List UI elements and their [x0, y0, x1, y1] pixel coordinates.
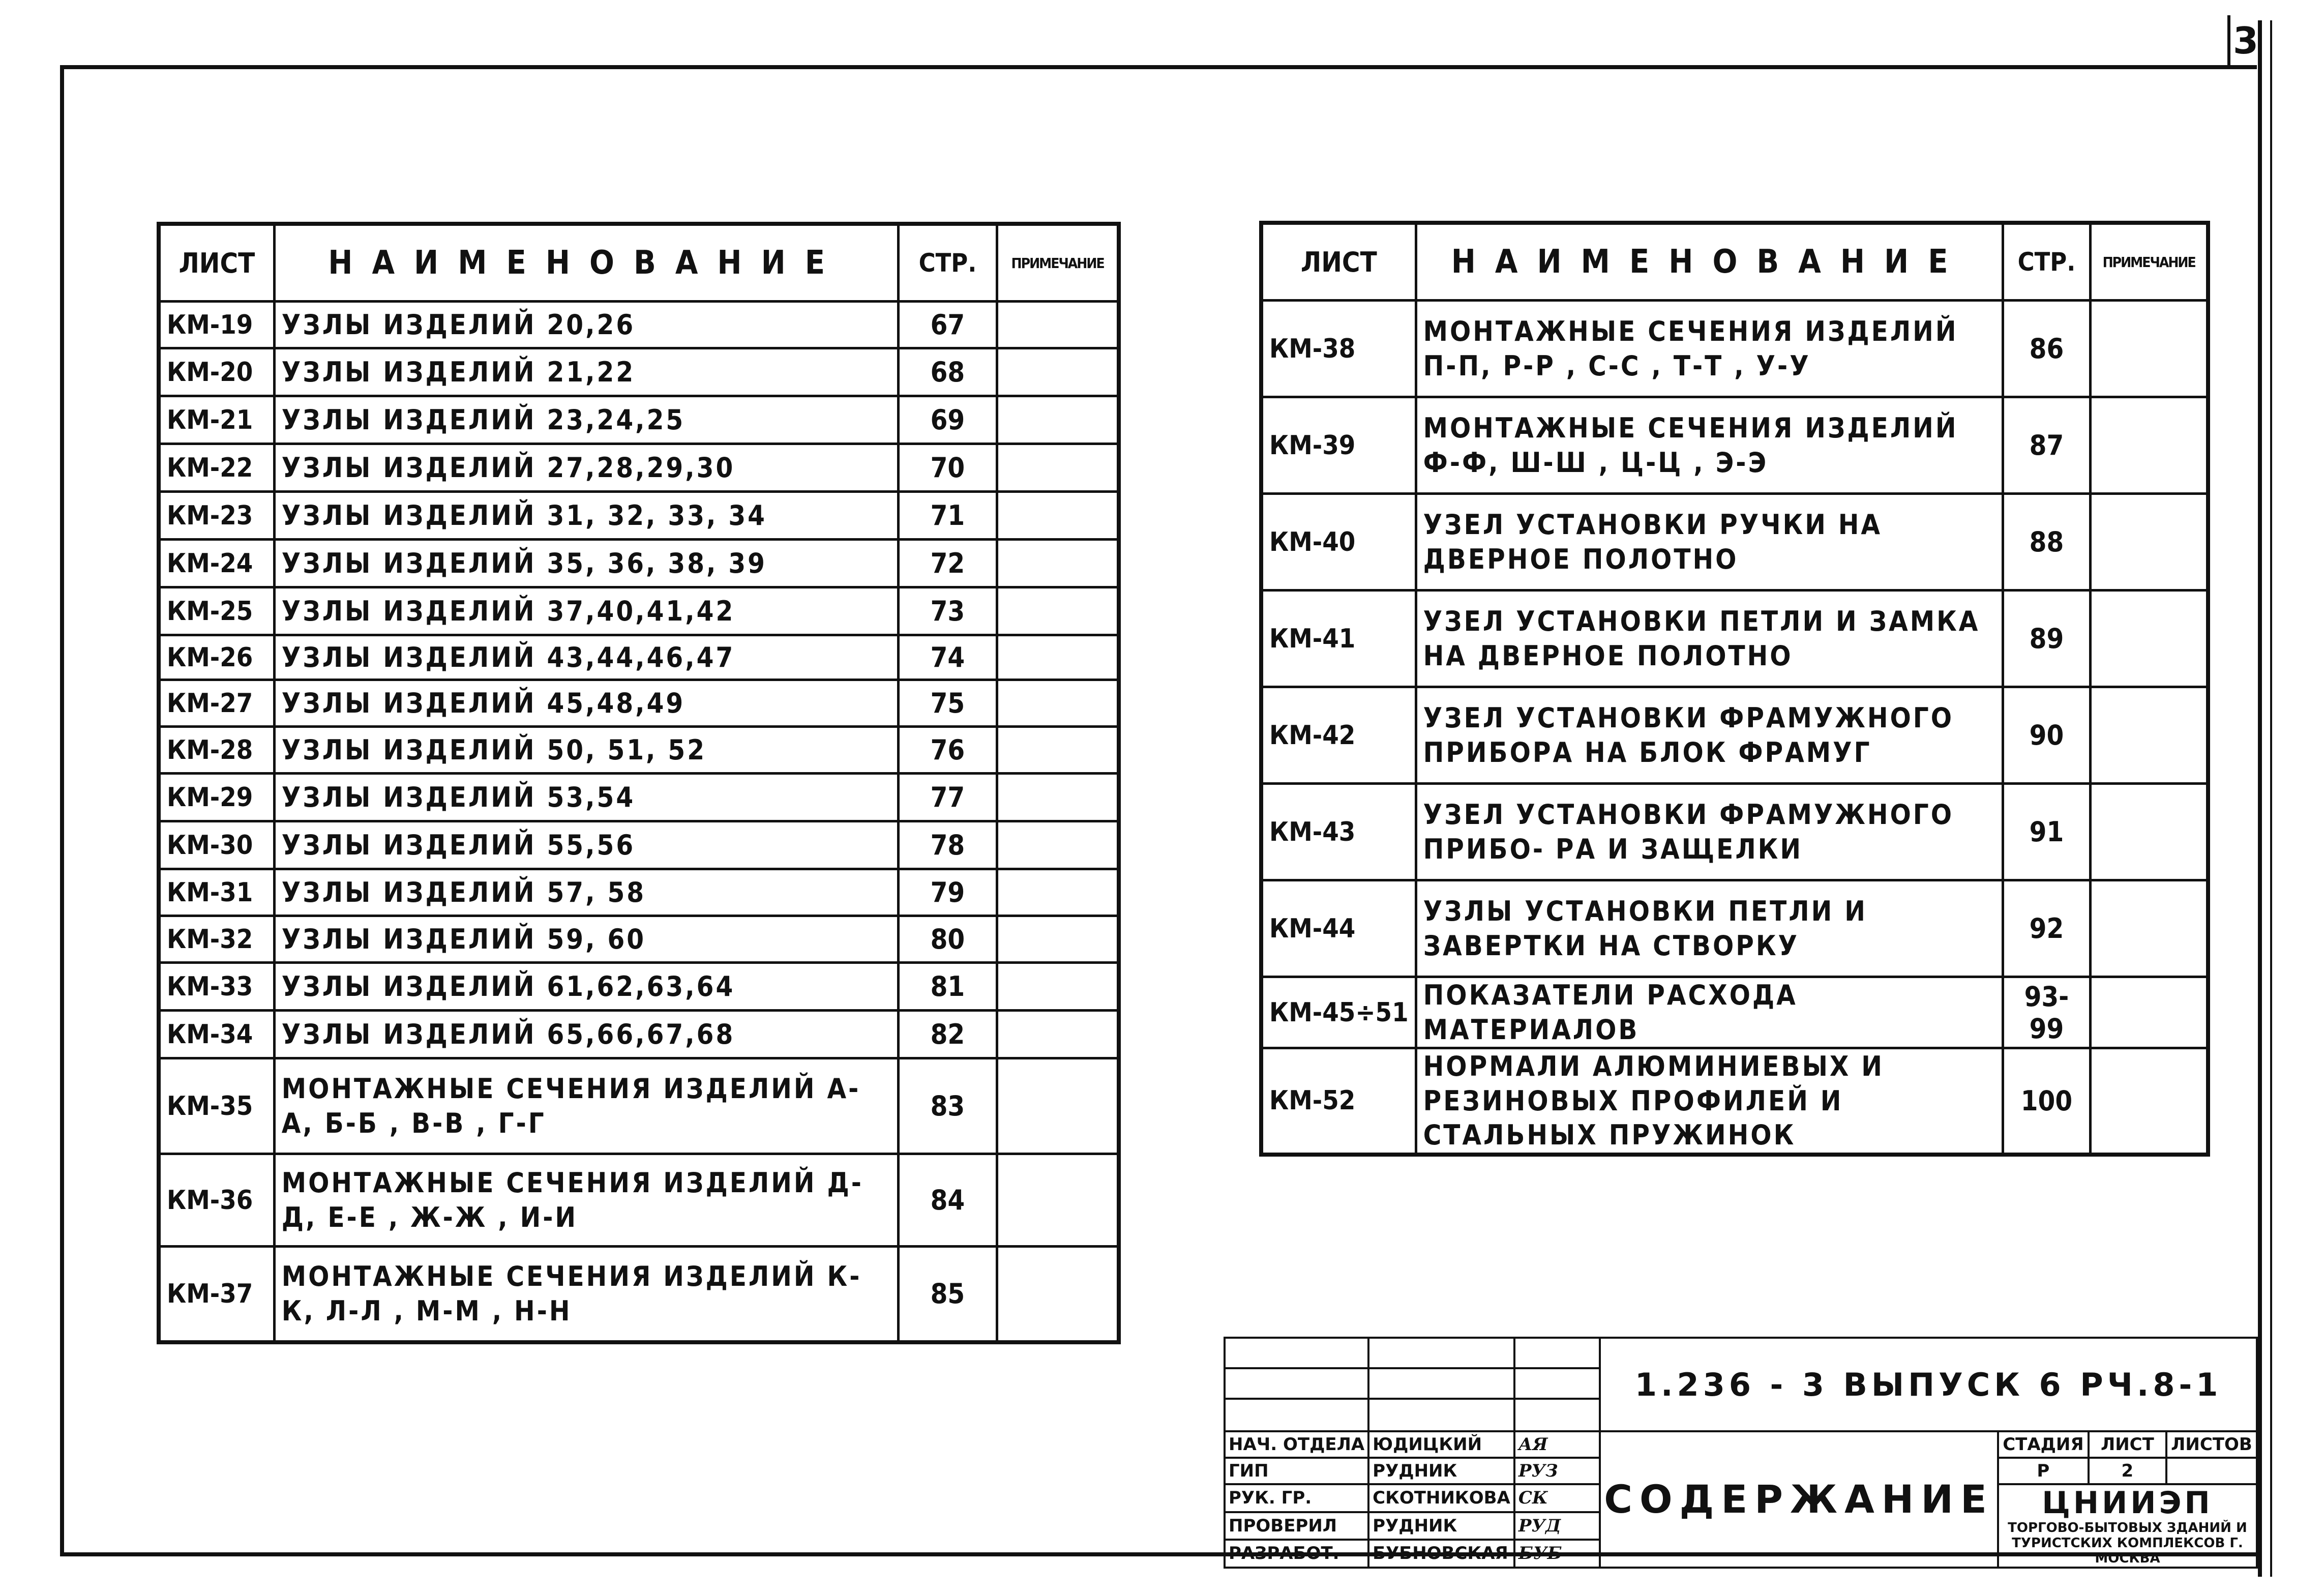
item-name: УЗЕЛ УСТАНОВКИ ФРАМУЖНОГО ПРИБОРА НА БЛОК ФРАМУГ: [1416, 687, 2003, 784]
table-row: [159, 727, 1119, 774]
item-name: УЗЛЫ ИЗДЕЛИЙ 50, 51, 52: [274, 727, 898, 774]
note-cell: [997, 348, 1119, 396]
signature-role: РУК. ГР.: [1225, 1484, 1368, 1512]
blank-cell: [1514, 1399, 1600, 1431]
sheet-code: КМ-20: [159, 348, 274, 396]
table-row: [159, 396, 1119, 444]
organization-name: ЦНИИЭП: [2042, 1485, 2213, 1521]
table-header-row: [1261, 223, 2208, 301]
page-number-cell: 84: [898, 1154, 997, 1247]
sheet-code: КМ-24: [159, 540, 274, 587]
table-row: [159, 348, 1119, 396]
page-number-cell: 71: [898, 492, 997, 540]
sheet-code: КМ-37: [159, 1247, 274, 1342]
contents-table-right: [1259, 221, 2210, 1157]
blank-cell: [1514, 1368, 1600, 1399]
page-number-cell: 92: [2003, 880, 2091, 977]
blank-cell: [1225, 1399, 1368, 1431]
note-cell: [2091, 397, 2208, 494]
page-number-cell: 91: [2003, 784, 2091, 880]
note-cell: [997, 680, 1119, 727]
note-cell: [997, 302, 1119, 348]
page-number-cell: 74: [898, 635, 997, 680]
item-name: УЗЛЫ ИЗДЕЛИЙ 65,66,67,68: [274, 1011, 898, 1058]
note-cell: [2091, 1048, 2208, 1155]
item-name: ПОКАЗАТЕЛИ РАСХОДА МАТЕРИАЛОВ: [1416, 977, 2003, 1048]
page-number-cell: 87: [2003, 397, 2091, 494]
table-row: [159, 916, 1119, 963]
note-cell: [2091, 880, 2208, 977]
item-name: УЗЛЫ ИЗДЕЛИЙ 21,22: [274, 348, 898, 396]
frame-right-edge-outer: [2270, 20, 2272, 1577]
page-number-cell: 85: [898, 1247, 997, 1342]
item-name: УЗЛЫ ИЗДЕЛИЙ 20,26: [274, 302, 898, 348]
signature-mark: РУД: [1514, 1512, 1600, 1540]
sheet-code: КМ-45÷51: [1261, 977, 1416, 1048]
item-name: МОНТАЖНЫЕ СЕЧЕНИЯ ИЗДЕЛИЙ Ф-Ф, Ш-Ш , Ц-Ц , Э-Э: [1416, 397, 2003, 494]
page-number-cell: 72: [898, 540, 997, 587]
item-name: УЗЛЫ ИЗДЕЛИЙ 27,28,29,30: [274, 444, 898, 492]
note-cell: [997, 1011, 1119, 1058]
blank-cell: [1225, 1368, 1368, 1399]
table-row: [1261, 784, 2208, 880]
page-number-cell: 68: [898, 348, 997, 396]
item-name: УЗЕЛ УСТАНОВКИ ПЕТЛИ И ЗАМКА НА ДВЕРНОЕ ПОЛОТНО: [1416, 591, 2003, 687]
sheet-code: КМ-34: [159, 1011, 274, 1058]
sheet-code: КМ-19: [159, 302, 274, 348]
table-row: [159, 1154, 1119, 1247]
note-cell: [997, 587, 1119, 635]
item-name: МОНТАЖНЫЕ СЕЧЕНИЯ ИЗДЕЛИЙ К-К, Л-Л , М-М , Н-Н: [274, 1247, 898, 1342]
sheet-code: КМ-42: [1261, 687, 1416, 784]
page-number-cell: 82: [898, 1011, 997, 1058]
stage-label: СТАДИЯ: [1998, 1431, 2089, 1458]
organization-sub: ТОРГОВО-БЫТОВЫХ ЗДАНИЙ И ТУРИСТСКИХ КОМПЛЕКСОВ Г. МОСКВА: [2008, 1520, 2247, 1566]
blank-cell: [1368, 1399, 1514, 1431]
note-cell: [997, 540, 1119, 587]
table-row: [159, 1247, 1119, 1342]
table-row: [1261, 301, 2208, 397]
signature-name: РУДНИК: [1368, 1458, 1514, 1484]
table-row: [1261, 1048, 2208, 1155]
sheet-code: КМ-22: [159, 444, 274, 492]
signature-role: ПРОВЕРИЛ: [1225, 1512, 1368, 1540]
sheet-code: КМ-35: [159, 1058, 274, 1154]
signature-name: СКОТНИКОВА: [1368, 1484, 1514, 1512]
table-row: [159, 821, 1119, 869]
table-row: [159, 869, 1119, 916]
note-cell: [2091, 494, 2208, 591]
header-name: НАИМЕНОВАНИЕ: [1416, 223, 2003, 301]
page-number-cell: 83: [898, 1058, 997, 1154]
item-name: УЗЛЫ ИЗДЕЛИЙ 31, 32, 33, 34: [274, 492, 898, 540]
note-cell: [2091, 977, 2208, 1048]
signature-name: РУДНИК: [1368, 1512, 1514, 1540]
stage-value: Р: [1998, 1458, 2089, 1484]
table-row: [1261, 977, 2208, 1048]
item-name: УЗЛЫ ИЗДЕЛИЙ 61,62,63,64: [274, 963, 898, 1011]
item-name: МОНТАЖНЫЕ СЕЧЕНИЯ ИЗДЕЛИЙ П-П, Р-Р , С-С , Т-Т , У-У: [1416, 301, 2003, 397]
sheets-value: [2166, 1458, 2257, 1484]
note-cell: [997, 444, 1119, 492]
item-name: УЗЕЛ УСТАНОВКИ ФРАМУЖНОГО ПРИБО- РА И ЗАЩЕЛКИ: [1416, 784, 2003, 880]
sheet-code: КМ-52: [1261, 1048, 1416, 1155]
signature-name: ЮДИЦКИЙ: [1368, 1431, 1514, 1458]
sheet-code: КМ-27: [159, 680, 274, 727]
header-name: НАИМЕНОВАНИЕ: [274, 224, 898, 302]
page-number-cell: 80: [898, 916, 997, 963]
signature-role: РАЗРАБОТ.: [1225, 1540, 1368, 1568]
sheet-code: КМ-39: [1261, 397, 1416, 494]
header-sheet: ЛИСТ: [1261, 223, 1416, 301]
note-cell: [997, 396, 1119, 444]
table-row: [159, 1058, 1119, 1154]
item-name: УЗЕЛ УСТАНОВКИ РУЧКИ НА ДВЕРНОЕ ПОЛОТНО: [1416, 494, 2003, 591]
header-page: СТР.: [898, 224, 997, 302]
page-number-cell: 78: [898, 821, 997, 869]
sheet-code: КМ-26: [159, 635, 274, 680]
frame-right-edge: [2258, 20, 2262, 1577]
sheet-code: КМ-36: [159, 1154, 274, 1247]
page-number-cell: 79: [898, 869, 997, 916]
page-number: 3: [2227, 15, 2261, 66]
sheet-code: КМ-38: [1261, 301, 1416, 397]
page-number-cell: 100: [2003, 1048, 2091, 1155]
signature-mark: БУБ: [1514, 1540, 1600, 1568]
table-row: [159, 540, 1119, 587]
item-name: НОРМАЛИ АЛЮМИНИЕВЫХ И РЕЗИНОВЫХ ПРОФИЛЕЙ И СТАЛЬНЫХ ПРУЖИНОК: [1416, 1048, 2003, 1155]
signature-role: ГИП: [1225, 1458, 1368, 1484]
document-title: СОДЕРЖАНИЕ: [1600, 1431, 1998, 1568]
table-row: [159, 1011, 1119, 1058]
note-cell: [997, 492, 1119, 540]
sheet-code: КМ-29: [159, 774, 274, 821]
title-block: [1224, 1337, 2258, 1569]
page-number-cell: 69: [898, 396, 997, 444]
signature-name: БУБНОВСКАЯ: [1368, 1540, 1514, 1568]
page-number-cell: 81: [898, 963, 997, 1011]
page-number-cell: 76: [898, 727, 997, 774]
header-sheet: ЛИСТ: [159, 224, 274, 302]
item-name: УЗЛЫ ИЗДЕЛИЙ 43,44,46,47: [274, 635, 898, 680]
note-cell: [2091, 301, 2208, 397]
table-row: [159, 680, 1119, 727]
table-row: [1261, 687, 2208, 784]
table-header-row: [159, 224, 1119, 302]
note-cell: [997, 916, 1119, 963]
blank-cell: [1514, 1338, 1600, 1368]
table-row: [1261, 494, 2208, 591]
page-number-cell: 89: [2003, 591, 2091, 687]
item-name: УЗЛЫ ИЗДЕЛИЙ 37,40,41,42: [274, 587, 898, 635]
sheets-label: ЛИСТОВ: [2166, 1431, 2257, 1458]
page-number-cell: 75: [898, 680, 997, 727]
note-cell: [2091, 687, 2208, 784]
item-name: МОНТАЖНЫЕ СЕЧЕНИЯ ИЗДЕЛИЙ А-А, Б-Б , В-В , Г-Г: [274, 1058, 898, 1154]
table-row: [159, 302, 1119, 348]
page-number-cell: 88: [2003, 494, 2091, 591]
item-name: МОНТАЖНЫЕ СЕЧЕНИЯ ИЗДЕЛИЙ Д-Д, Е-Е , Ж-Ж , И-И: [274, 1154, 898, 1247]
note-cell: [2091, 591, 2208, 687]
note-cell: [997, 821, 1119, 869]
sheet-code: КМ-32: [159, 916, 274, 963]
signature-role: НАЧ. ОТДЕЛА: [1225, 1431, 1368, 1458]
item-name: УЗЛЫ УСТАНОВКИ ПЕТЛИ И ЗАВЕРТКИ НА СТВОРКУ: [1416, 880, 2003, 977]
header-note: ПРИМЕЧАНИЕ: [2091, 223, 2208, 301]
note-cell: [997, 635, 1119, 680]
sheet-value: 2: [2089, 1458, 2166, 1484]
note-cell: [997, 1247, 1119, 1342]
table-row: [159, 492, 1119, 540]
sheet-code: КМ-31: [159, 869, 274, 916]
page-number-cell: 73: [898, 587, 997, 635]
note-cell: [2091, 784, 2208, 880]
sheet-code: КМ-21: [159, 396, 274, 444]
signature-mark: РУЗ: [1514, 1458, 1600, 1484]
item-name: УЗЛЫ ИЗДЕЛИЙ 57, 58: [274, 869, 898, 916]
item-name: УЗЛЫ ИЗДЕЛИЙ 45,48,49: [274, 680, 898, 727]
organization-cell: [1998, 1484, 2257, 1568]
table-row: [159, 963, 1119, 1011]
signature-mark: АЯ: [1514, 1431, 1600, 1458]
sheet-code: КМ-33: [159, 963, 274, 1011]
note-cell: [997, 774, 1119, 821]
page-number-cell: 70: [898, 444, 997, 492]
page-number-cell: 90: [2003, 687, 2091, 784]
sheet-code: КМ-30: [159, 821, 274, 869]
table-row: [159, 774, 1119, 821]
sheet-code: КМ-43: [1261, 784, 1416, 880]
note-cell: [997, 1154, 1119, 1247]
table-row: [1261, 591, 2208, 687]
item-name: УЗЛЫ ИЗДЕЛИЙ 55,56: [274, 821, 898, 869]
item-name: УЗЛЫ ИЗДЕЛИЙ 35, 36, 38, 39: [274, 540, 898, 587]
page-number-cell: 77: [898, 774, 997, 821]
page-number-cell: 67: [898, 302, 997, 348]
sheet-code: КМ-44: [1261, 880, 1416, 977]
page-number-cell: 86: [2003, 301, 2091, 397]
document-code: 1.236 - 3 ВЫПУСК 6 РЧ.8-1: [1600, 1338, 2257, 1431]
note-cell: [997, 963, 1119, 1011]
blank-cell: [1368, 1368, 1514, 1399]
signature-mark: СК: [1514, 1484, 1600, 1512]
page-number-cell: 93-99: [2003, 977, 2091, 1048]
sheet-code: КМ-40: [1261, 494, 1416, 591]
item-name: УЗЛЫ ИЗДЕЛИЙ 23,24,25: [274, 396, 898, 444]
header-note: ПРИМЕЧАНИЕ: [997, 224, 1119, 302]
blank-cell: [1368, 1338, 1514, 1368]
sheet-code: КМ-28: [159, 727, 274, 774]
note-cell: [997, 727, 1119, 774]
table-row: [1261, 397, 2208, 494]
sheet-code: КМ-41: [1261, 591, 1416, 687]
item-name: УЗЛЫ ИЗДЕЛИЙ 53,54: [274, 774, 898, 821]
header-page: СТР.: [2003, 223, 2091, 301]
sheet-code: КМ-25: [159, 587, 274, 635]
sheet-code: КМ-23: [159, 492, 274, 540]
sheet-label: ЛИСТ: [2089, 1431, 2166, 1458]
contents-table-left: [157, 222, 1121, 1344]
item-name: УЗЛЫ ИЗДЕЛИЙ 59, 60: [274, 916, 898, 963]
note-cell: [997, 1058, 1119, 1154]
table-row: [159, 444, 1119, 492]
table-row: [159, 587, 1119, 635]
table-row: [1261, 880, 2208, 977]
note-cell: [997, 869, 1119, 916]
blank-cell: [1225, 1338, 1368, 1368]
table-row: [159, 635, 1119, 680]
